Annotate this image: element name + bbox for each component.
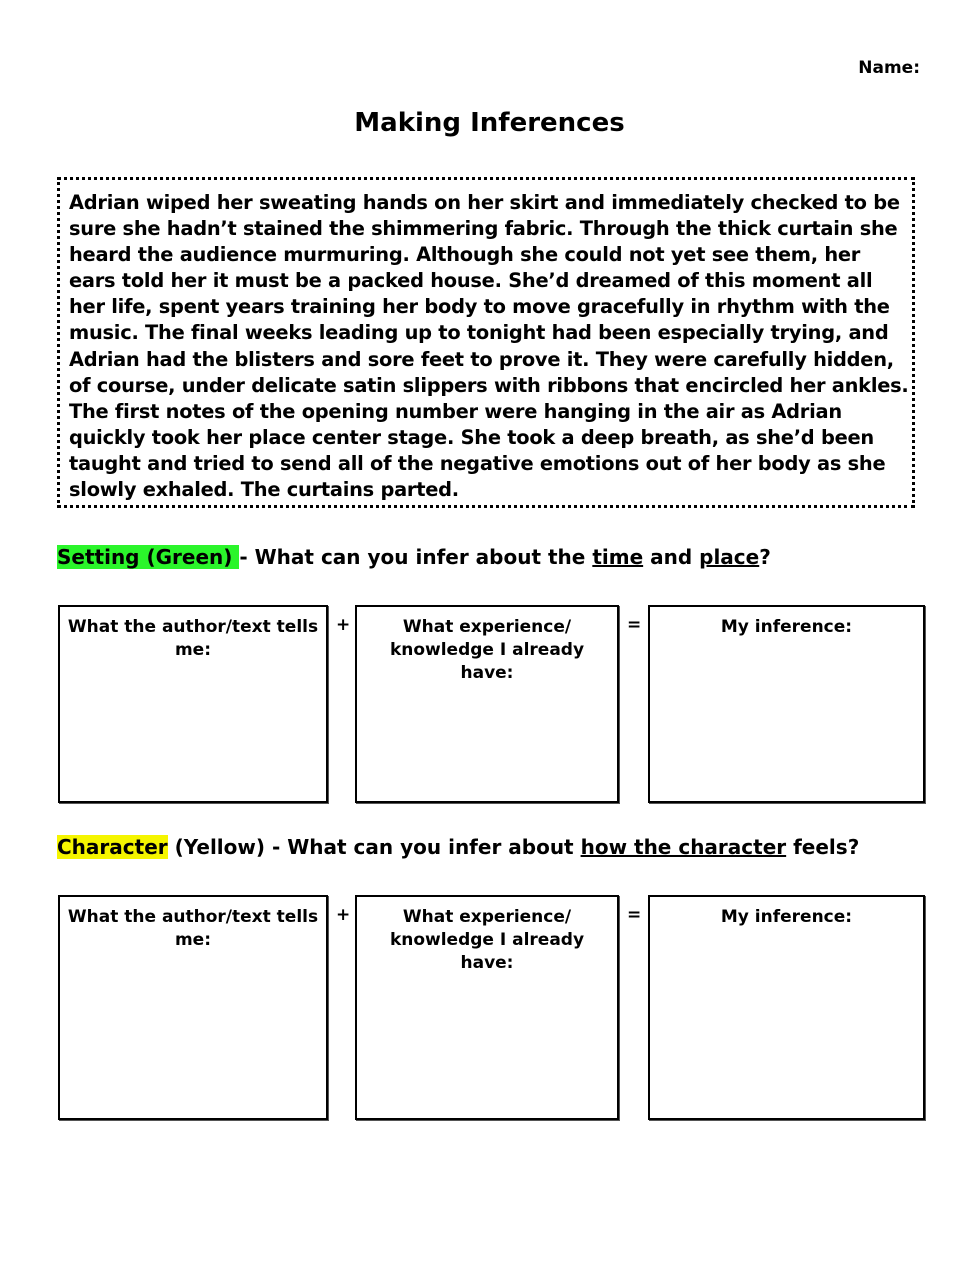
setting-prompt-part-1: - What can you infer about the (239, 545, 593, 569)
character-prompt-part-2: feels? (786, 835, 860, 859)
character-experience-box[interactable] (355, 895, 619, 1120)
character-inference-box-label: My inference: (720, 907, 853, 927)
character-underline: how the character (580, 835, 787, 859)
character-prompt (57, 835, 859, 859)
setting-experience-box-label: What experience/ knowledge I already have: (389, 617, 585, 683)
setting-prompt (57, 545, 771, 569)
character-text-box[interactable] (58, 895, 328, 1120)
setting-underline-time: time (592, 545, 644, 569)
setting-inference-box-label: My inference: (720, 617, 853, 637)
character-highlight: Character (57, 835, 168, 859)
character-plus-sign: + (336, 905, 351, 925)
character-equals-sign: = (627, 905, 642, 925)
setting-text-box[interactable] (58, 605, 328, 803)
passage-text: Adrian wiped her sweating hands on her skirt and immediately checked to be sure she hadn’t stained the shimmering fabric. Through the thick curtain she heard the audience murmuring. Although she could not yet see them, her ears told her it must be a packed house. She’d dreamed of this moment all her life, spent years training her body to move gracefully in rhythm with the music. The final weeks leading up to tonight had been especially trying, and Adrian had the blisters and sore feet to prove it. They were carefully hidden, of course, under delicate satin slippers with ribbons that encircled her ankles. The first notes of the opening number were hanging in the air as Adrian quickly took her place center stage. She took a deep breath, as she’d been taught and tried to send all of the negative emotions out of her body as she slowly exhaled. The curtains parted. (69, 191, 909, 502)
setting-equals-sign: = (627, 615, 642, 635)
character-inference-box[interactable] (648, 895, 925, 1120)
character-experience-box-label: What experience/ knowledge I already have: (389, 907, 585, 973)
setting-underline-place: place (699, 545, 760, 569)
setting-prompt-part-3: ? (759, 545, 771, 569)
setting-plus-sign: + (336, 615, 351, 635)
page-title: Making Inferences (354, 108, 625, 138)
setting-text-box-label: What the author/text tells me: (67, 617, 319, 660)
name-label: Name: (858, 58, 920, 78)
passage-box (57, 177, 915, 508)
setting-prompt-part-2: and (643, 545, 700, 569)
character-text-box-label: What the author/text tells me: (67, 907, 319, 950)
setting-highlight: Setting (Green) (57, 545, 240, 569)
setting-experience-box[interactable] (355, 605, 619, 803)
setting-inference-box[interactable] (648, 605, 925, 803)
character-prompt-part-1: (Yellow) - What can you infer about (167, 835, 581, 859)
